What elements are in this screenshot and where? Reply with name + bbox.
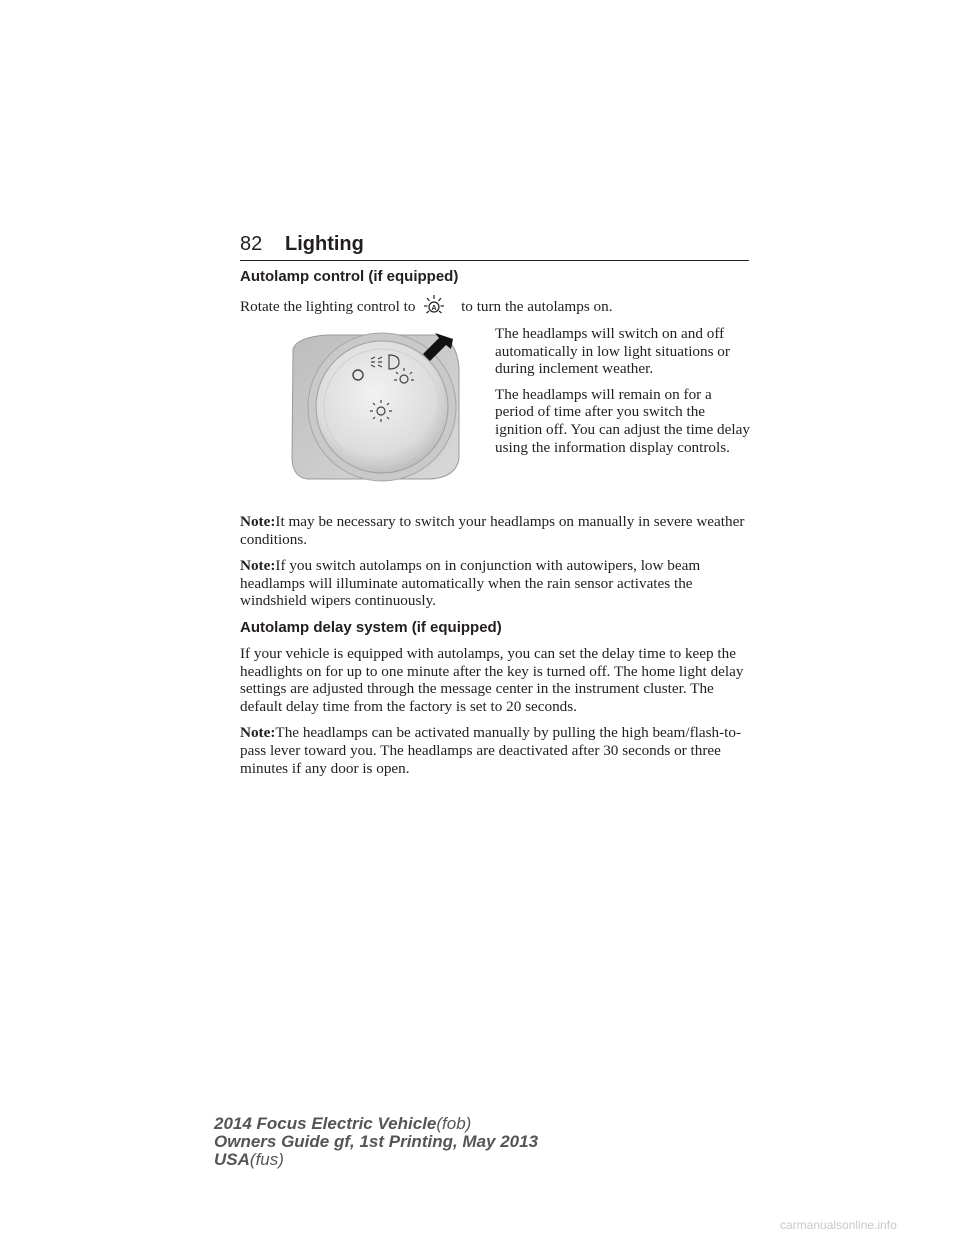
watermark: carmanualsonline.info bbox=[780, 1218, 897, 1232]
footer-line-2: Owners Guide gf, 1st Printing, May 2013 bbox=[214, 1132, 539, 1151]
autolamp-icon bbox=[423, 294, 445, 316]
note-text: If you switch autolamps on in conjunction with autowipers, low beam headlamps will illuminate automatically when the rain sensor activates the windshield wipers continuously. bbox=[240, 557, 701, 610]
intro-text-before: Rotate the lighting control to bbox=[240, 298, 416, 315]
page-content bbox=[240, 268, 750, 786]
note-3 bbox=[240, 724, 750, 777]
footer-vehicle-code: (fob) bbox=[436, 1114, 472, 1133]
section-heading-autolamp-control: Autolamp control (if equipped) bbox=[240, 268, 459, 285]
note-label: Note: bbox=[240, 724, 276, 742]
intro-paragraph bbox=[240, 294, 750, 316]
footer-vehicle: 2014 Focus Electric Vehicle bbox=[214, 1114, 437, 1133]
intro-text-after: to turn the autolamps on. bbox=[461, 298, 613, 315]
note-label: Note: bbox=[240, 557, 276, 575]
figure-description bbox=[495, 325, 750, 464]
chapter-title: Lighting bbox=[285, 233, 364, 255]
svg-text:A: A bbox=[431, 305, 437, 312]
footer-line-3 bbox=[214, 1151, 538, 1169]
note-text: The headlamps can be activated manually by pulling the high beam/flash-to-pass lever toward you. The headlamps are deactivated after 30 seconds or three minutes if any door is open. bbox=[240, 724, 742, 777]
note-1 bbox=[240, 513, 750, 548]
page-footer bbox=[214, 1115, 538, 1169]
delay-paragraph: If your vehicle is equipped with autolamps, you can set the delay time to keep the headlights on for up to one minute after the key is turned off. The home light delay settings are adjusted through the message center in the instrument cluster. The default delay time from the factory is set to 20 seconds. bbox=[240, 644, 744, 715]
lighting-control-dial bbox=[287, 329, 462, 485]
page-header bbox=[240, 232, 749, 261]
figure-paragraph-1: The headlamps will switch on and off automatically in low light situations or during inclement weather. bbox=[495, 325, 730, 378]
page-number: 82 bbox=[240, 233, 263, 255]
footer-market: USA bbox=[214, 1150, 250, 1169]
figure-block bbox=[240, 325, 750, 503]
figure-paragraph-2: The headlamps will remain on for a period of time after you switch the ignition off. You can adjust the time delay using the information display controls. bbox=[495, 385, 750, 456]
footer-market-code: (fus) bbox=[249, 1150, 284, 1169]
note-2 bbox=[240, 557, 750, 610]
note-text: It may be necessary to switch your headlamps on manually in severe weather conditions. bbox=[240, 513, 745, 548]
section-heading-autolamp-delay: Autolamp delay system (if equipped) bbox=[240, 618, 502, 636]
note-label: Note: bbox=[240, 513, 276, 530]
footer-line-1 bbox=[214, 1115, 538, 1133]
